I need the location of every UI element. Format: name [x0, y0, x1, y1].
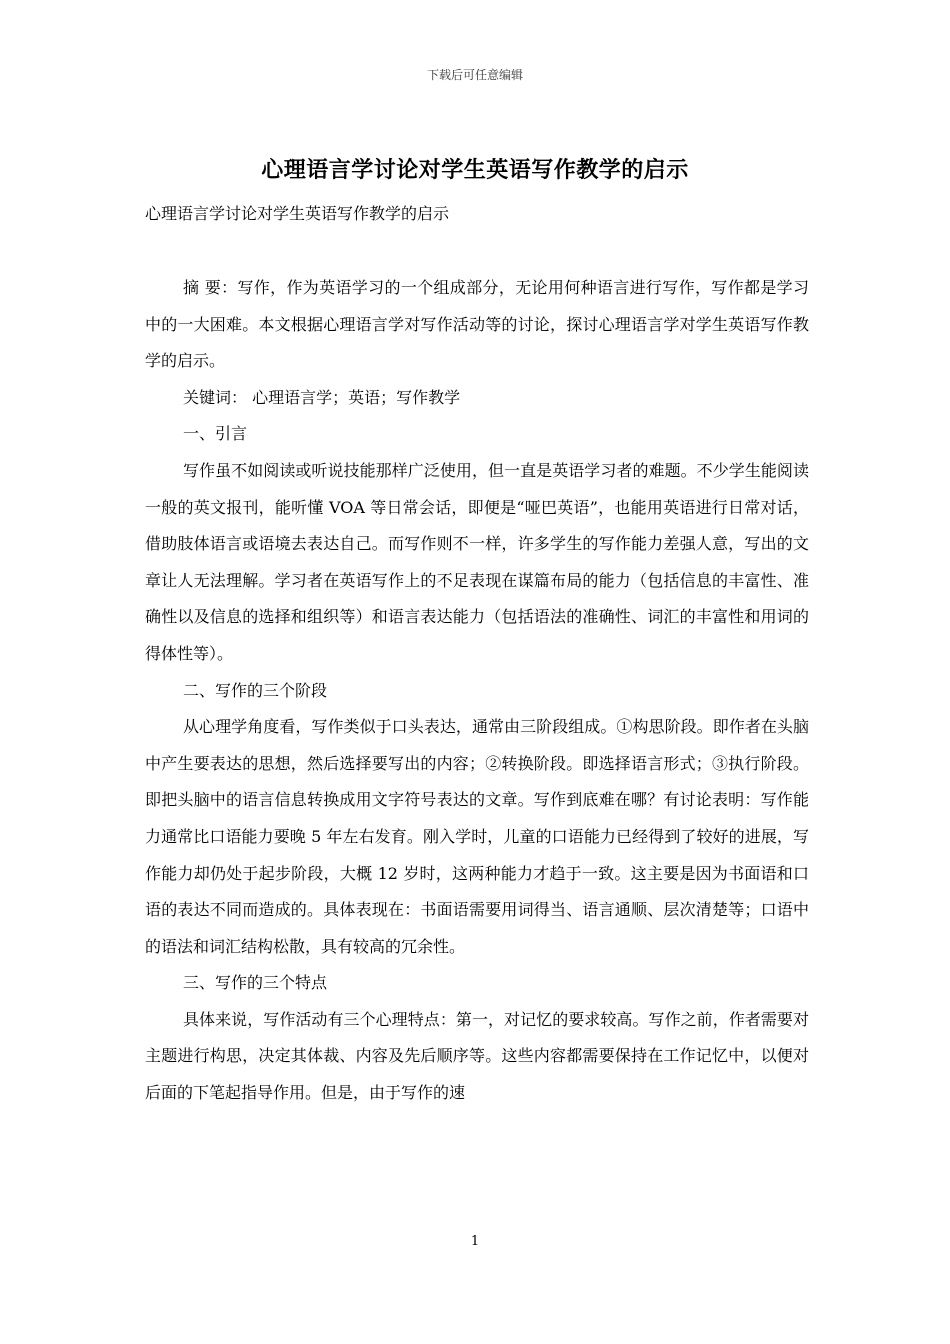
keywords-line: 关键词： 心理语言学；英语；写作教学	[183, 387, 461, 407]
document-subtitle: 心理语言学讨论对学生英语写作教学的启示	[145, 204, 450, 223]
section-heading-three-stages: 二、写作的三个阶段	[183, 680, 328, 700]
document-body	[145, 270, 809, 1112]
section-heading-introduction: 一、引言	[183, 424, 248, 444]
document-title: 心理语言学讨论对学生英语写作教学的启示	[261, 157, 689, 183]
section-paragraph-three-stages: 从心理学角度看，写作类似于口头表达，通常由三阶段组成。①构思阶段。即作者在头脑中产生要表达的思想，然后选择要写出的内容；②转换阶段。即选择语言形式；③执行阶段。即把头脑中的语言信息转换成用文字符号表达的文章。写作到底难在哪？有讨论表明：写作能力通常比口语能力要晚 5 年左右发育。刚入学时，儿童的口语能力已经得到了较好的进展，写作能力却仍处于起步阶段，大概 12 岁时，这两种能力才趋于一致。这主要是因为书面语和口语的表达不同而造成的。具体表现在：书面语需要用词得当、语言通顺、层次清楚等；口语中的语法和词汇结构松散，具有较高的冗余性。	[145, 717, 809, 956]
page-number: 1	[470, 1234, 480, 1249]
section-heading-three-features: 三、写作的三个特点	[183, 973, 328, 993]
section-paragraph-three-features: 具体来说，写作活动有三个心理特点：第一，对记忆的要求较高。写作之前，作者需要对主题进行构思，决定其体裁、内容及先后顺序等。这些内容都需要保持在工作记忆中，以便对后面的下笔起指导作用。但是，由于写作的速	[145, 1009, 809, 1103]
page-header-note: 下载后可任意编辑	[426, 68, 523, 82]
section-paragraph-introduction: 写作虽不如阅读或听说技能那样广泛使用，但一直是英语学习者的难题。不少学生能阅读一般的英文报刊，能听懂 VOA 等日常会话，即便是“哑巴英语”，也能用英语进行日常对话，借助肢体语言或语境去表达自己。而写作则不一样，许多学生的写作能力差强人意，写出的文章让人无法理解。学习者在英语写作上的不足表现在谋篇布局的能力（包括信息的丰富性、准确性以及信息的选择和组织等）和语言表达能力（包括语法的准确性、词汇的丰富性和用词的得体性等）。	[145, 460, 809, 663]
abstract-paragraph: 摘 要：写作，作为英语学习的一个组成部分，无论用何种语言进行写作，写作都是学习中的一大困难。本文根据心理语言学对写作活动等的讨论，探讨心理语言学对学生英语写作教学的启示。	[145, 278, 809, 371]
